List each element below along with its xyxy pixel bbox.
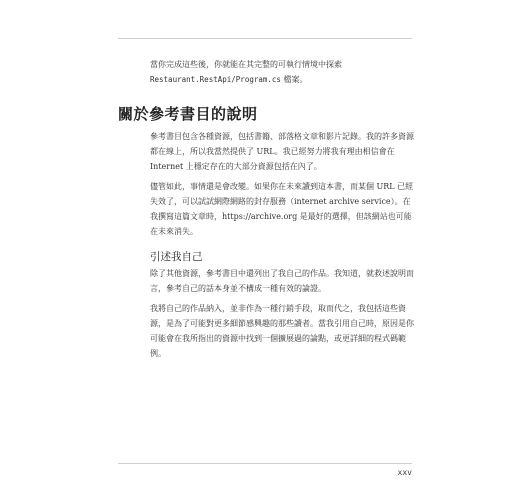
top-rule	[118, 38, 412, 39]
bibliography-paragraph-2: 儘管如此，事情還是會改變。如果你在未來讀到這本書，而某個 URL 已經失效了，可以試試網際網路的封存服務（internet archive service）。在我撰寫這篇文章時，https://archive.org 是最好的選擇，但該網站也可能在未來消失。	[150, 182, 414, 236]
intro-text-before: 當你完成這些後，你就能在其完整的可執行情境中探索	[150, 60, 342, 69]
section-heading: 關於參考書目的說明	[118, 105, 258, 123]
intro-paragraph	[150, 57, 415, 87]
bottom-rule	[118, 463, 412, 464]
inline-code-path: Restaurant.RestApi/Program.cs	[150, 75, 281, 84]
intro-text-after: 檔案。	[280, 75, 308, 84]
page-number: xxv	[397, 468, 412, 477]
self-citation-paragraph-1: 除了其他資源，參考書目中還列出了我自己的作品。我知道，就救述說明而言，參考自己的話本身並不構成一種有效的論證。	[150, 269, 414, 293]
subsection-heading: 引述我自己	[150, 251, 203, 263]
self-citation-paragraph-2: 我將自己的作品納入，並非作為一種行銷手段，取而代之，我包括這些資源，是為了可能對更多細節感興趣的那些讀者。當我引用自己時，原因是你可能會在我所指出的資源中找到一個擴展過的論點，或更詳細的程式碼範例。	[150, 304, 414, 358]
bibliography-paragraph-1: 參考書目包含各種資源，包括書籍、部落格文章和影片記錄。我的許多資源都在線上，所以我當然提供了 URL。我已經努力將我有理由相信會在 Internet 上穩定存在的大部分資源包括在內了。	[150, 132, 414, 171]
